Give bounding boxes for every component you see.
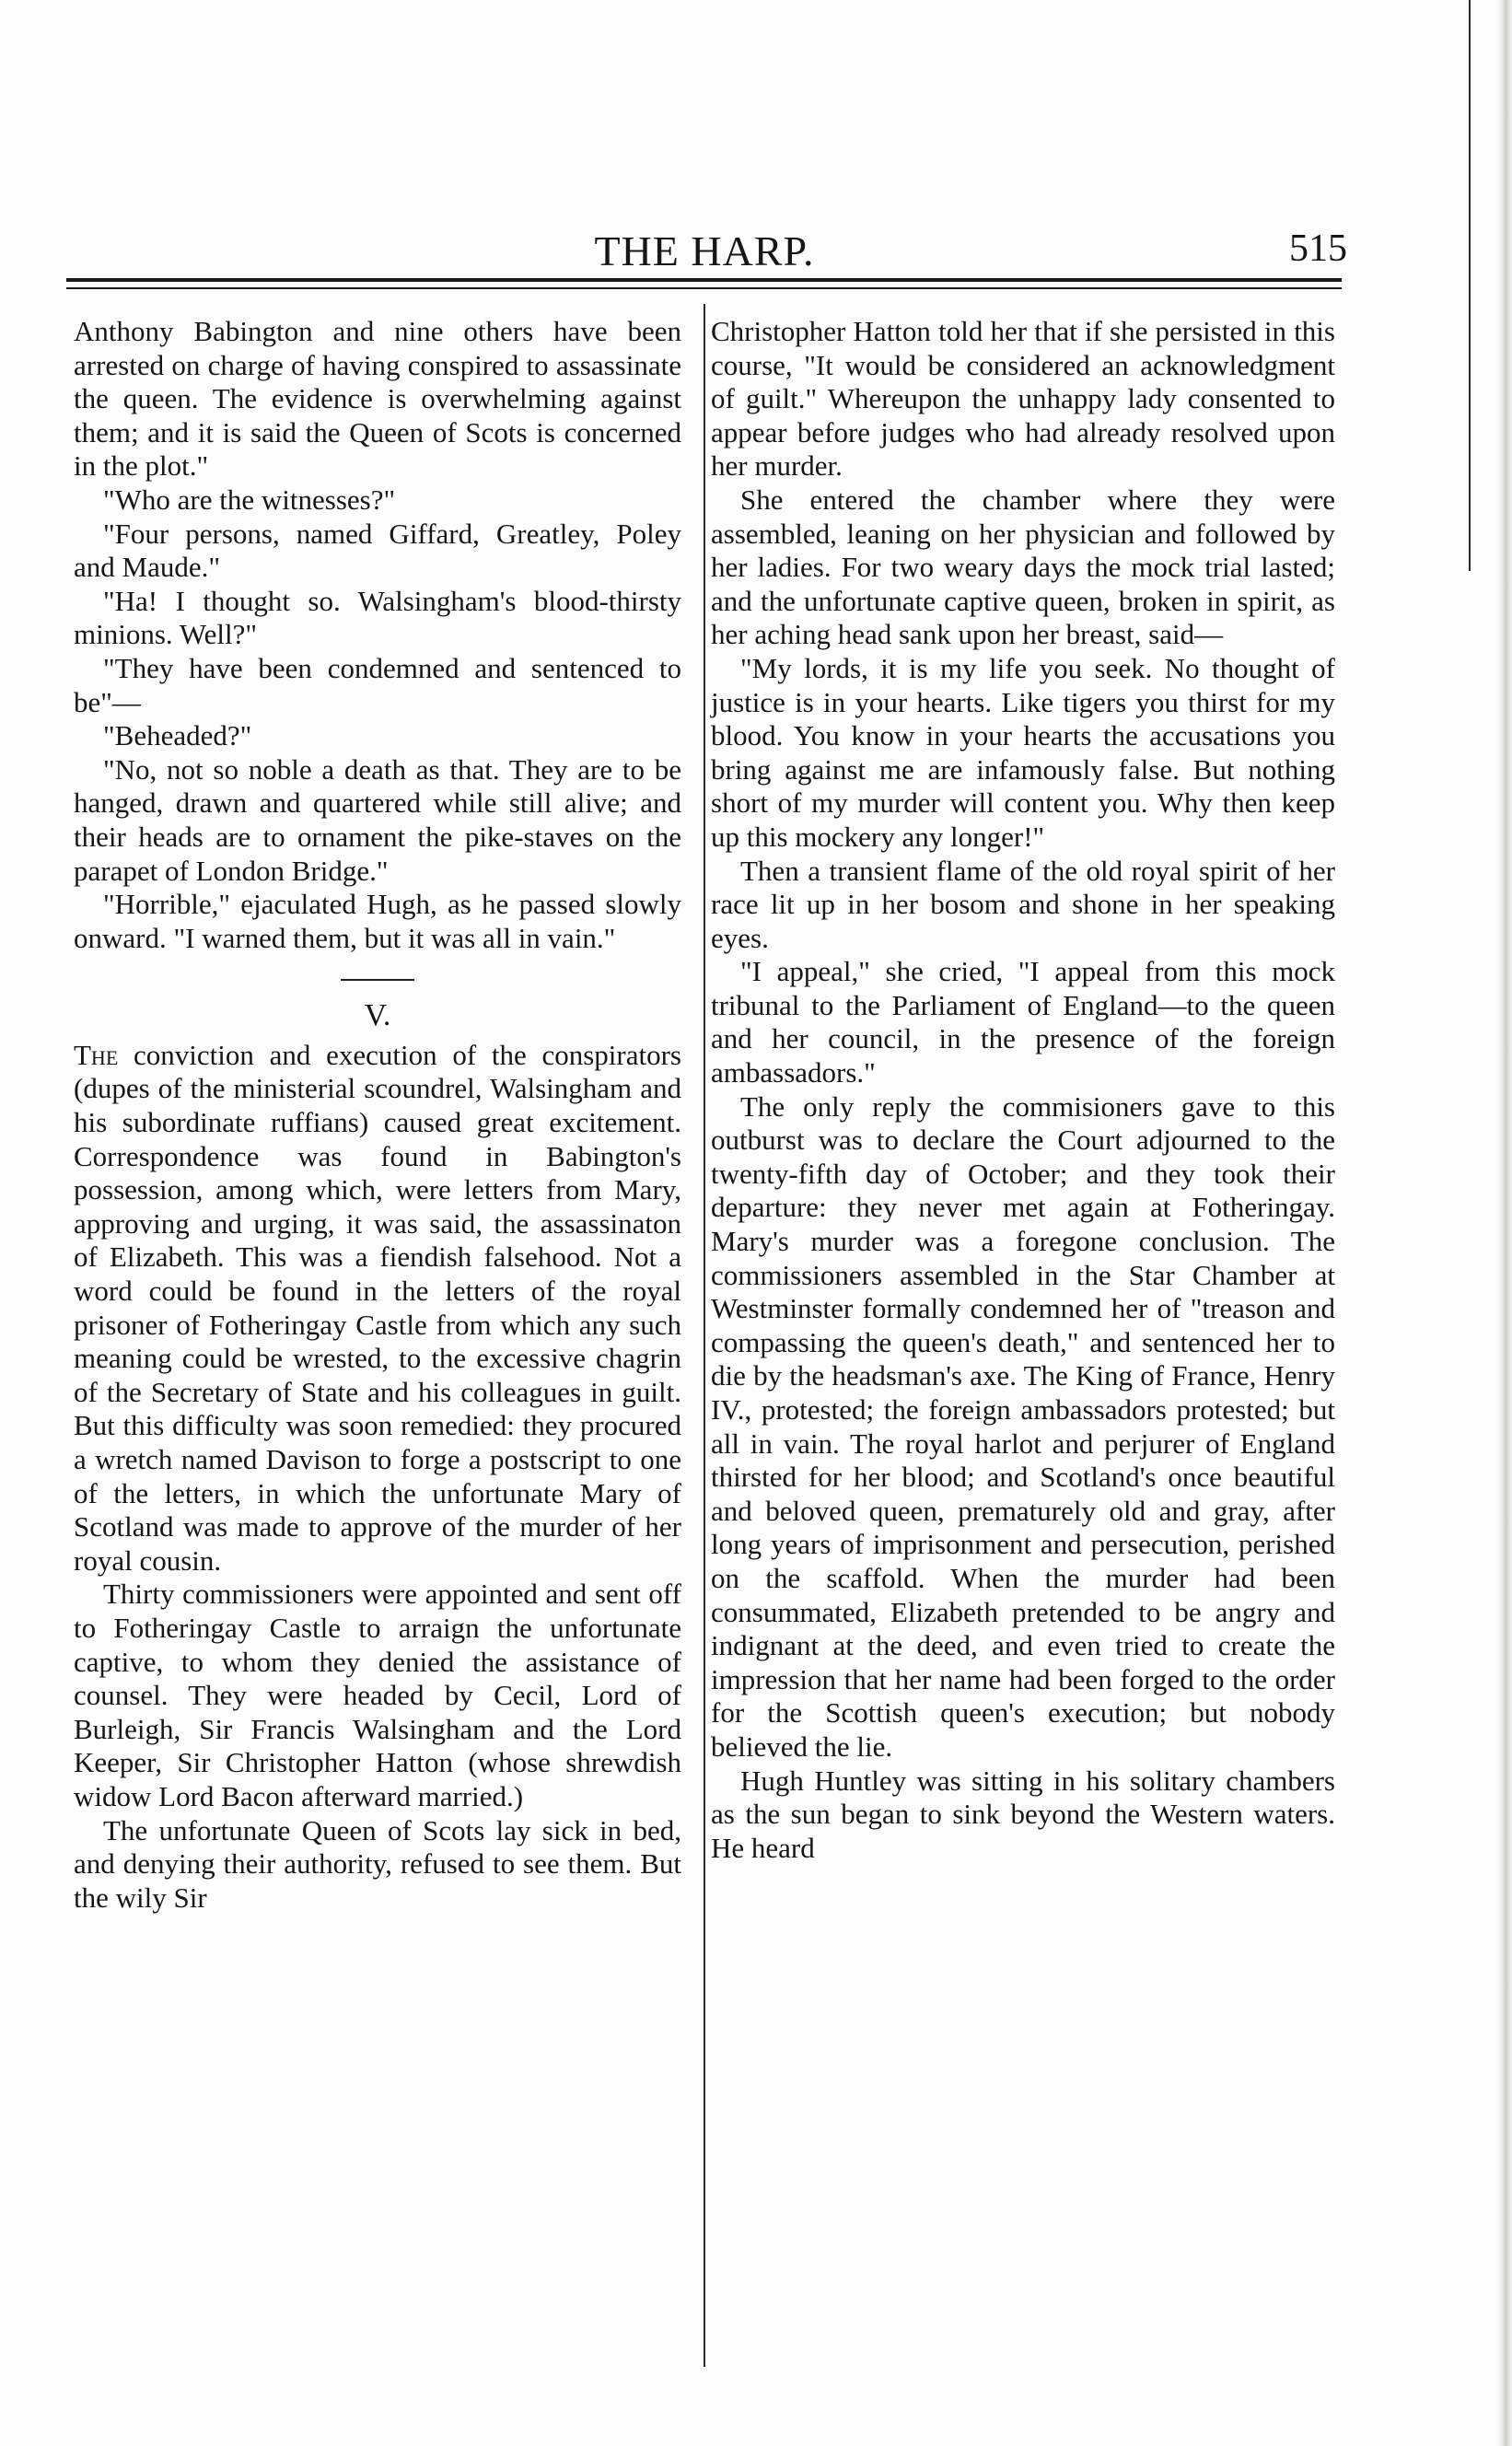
section-lead-word: The xyxy=(74,1038,119,1071)
paragraph-text: conviction and execution of the conspirators (dupes of the ministerial scoundrel, Walsingham and his subordinate ruffians) caused great excitement. Correspondence was found in Babington's possession, among which, were letters from Mary, approving and urging, it was said, the assassinaton of Elizabeth. This was a fiendish falsehood. Not a word could be found in the letters of the royal prisoner of Fotheringay Castle from which any such meaning could be wrested, to the excessive chagrin of the Secretary of State and his colleagues in guilt. But this difficulty was soon remedied: they procured a wretch named Davison to forge a postscript to one of the letters, in which the unfortunate Mary of Scotland was made to approve of the murder of her royal cousin. xyxy=(74,1038,681,1577)
paragraph: "No, not so noble a death as that. They are to be hanged, drawn and quartered while still alive; and their heads are to ornament the pike-staves on the parapet of London Bridge." xyxy=(74,752,681,887)
paragraph xyxy=(74,1039,681,1578)
header-rule-thick xyxy=(66,278,1342,282)
paragraph: Then a transient flame of the old royal spirit of her race lit up in her bosom and shone in her speaking eyes. xyxy=(711,854,1335,954)
paragraph: "Who are the witnesses?" xyxy=(103,483,396,516)
paragraph: "Ha! I thought so. Walsingham's blood-thirsty minions. Well?" xyxy=(74,584,681,651)
section-heading xyxy=(74,979,681,1033)
paragraph: Christopher Hatton told her that if she persisted in this course, "It would be considered an acknowledgment of guilt." Whereupon the unhappy lady consented to appear before judges who had already resolved upon her murder. xyxy=(711,315,1335,483)
paragraph: "Horrible," ejaculated Hugh, as he passed slowly onward. "I warned them, but it was all in vain." xyxy=(74,888,681,954)
paragraph: "My lords, it is my life you seek. No thought of justice is in your hearts. Like tigers you thirst for my blood. You know in your hearts the accusations you bring against me are infamously false. But nothing short of my murder will content you. Why then keep up this mockery any longer!" xyxy=(711,651,1335,853)
right-column xyxy=(711,315,1335,1865)
column-divider xyxy=(704,304,705,2367)
paragraph: The unfortunate Queen of Scots lay sick in bed, and denying their authority, refused to see them. But the wily Sir xyxy=(74,1813,681,1914)
section-numeral: V. xyxy=(364,998,391,1033)
section-rule xyxy=(341,979,414,981)
paragraph: Anthony Babington and nine others have been arrested on charge of having conspired to assassinate the queen. The evidence is overwhelming against them; and it is said the Queen of Scots is concerned in the plot." xyxy=(74,315,681,483)
paragraph: The only reply the commisioners gave to this outburst was to declare the Court adjourned to the twenty-fifth day of October; and they took their departure: they never met again at Fotheringay. Mary's murder was a foregone conclusion. The commissioners assembled in the Star Chamber at Westminster formally condemned her of "treason and compassing the queen's death," and sentenced her to die by the headsman's axe. The King of France, Henry IV., protested; the foreign ambassadors protested; but all in vain. The royal harlot and perjurer of England thirsted for her blood; and Scotland's once beautiful and beloved queen, prematurely old and gray, after long years of imprisonment and persecution, perished on the scaffold. When the murder had been consummated, Elizabeth pretended to be angry and indignant at the deed, and even tried to create the impression that her name had been forged to the order for the Scottish queen's execution; but nobody believed the lie. xyxy=(711,1089,1335,1763)
margin-rule xyxy=(1469,0,1471,571)
paragraph: "They have been condemned and sentenced to be"— xyxy=(74,651,681,718)
paragraph: She entered the chamber where they were assembled, leaning on her physician and followed by her ladies. For two weary days the mock trial lasted; and the unfortunate captive queen, broken in spirit, as her aching head sank upon her breast, said— xyxy=(711,483,1335,651)
page-header xyxy=(60,221,1349,276)
paragraph: "Four persons, named Giffard, Greatley, Poley and Maude." xyxy=(74,517,681,584)
running-title: THE HARP. xyxy=(594,227,815,274)
page-number: 515 xyxy=(1289,227,1347,270)
paragraph: "Beheaded?" xyxy=(103,719,252,752)
header-rule-thin xyxy=(66,287,1342,289)
left-column xyxy=(74,315,681,1915)
paragraph: "I appeal," she cried, "I appeal from this mock tribunal to the Parliament of England—to the queen and her council, in the presence of the foreign ambassadors." xyxy=(711,955,1335,1089)
paragraph: Hugh Huntley was sitting in his solitary chambers as the sun began to sink beyond the Western waters. He heard xyxy=(711,1764,1335,1864)
page-edge-shadow xyxy=(1497,0,1512,2446)
paragraph: Thirty commissioners were appointed and sent off to Fotheringay Castle to arraign the unfortunate captive, to whom they denied the assistance of counsel. They were headed by Cecil, Lord of Burleigh, Sir Francis Walsingham and the Lord Keeper, Sir Christopher Hatton (whose shrewdish widow Lord Bacon afterward married.) xyxy=(74,1578,681,1812)
